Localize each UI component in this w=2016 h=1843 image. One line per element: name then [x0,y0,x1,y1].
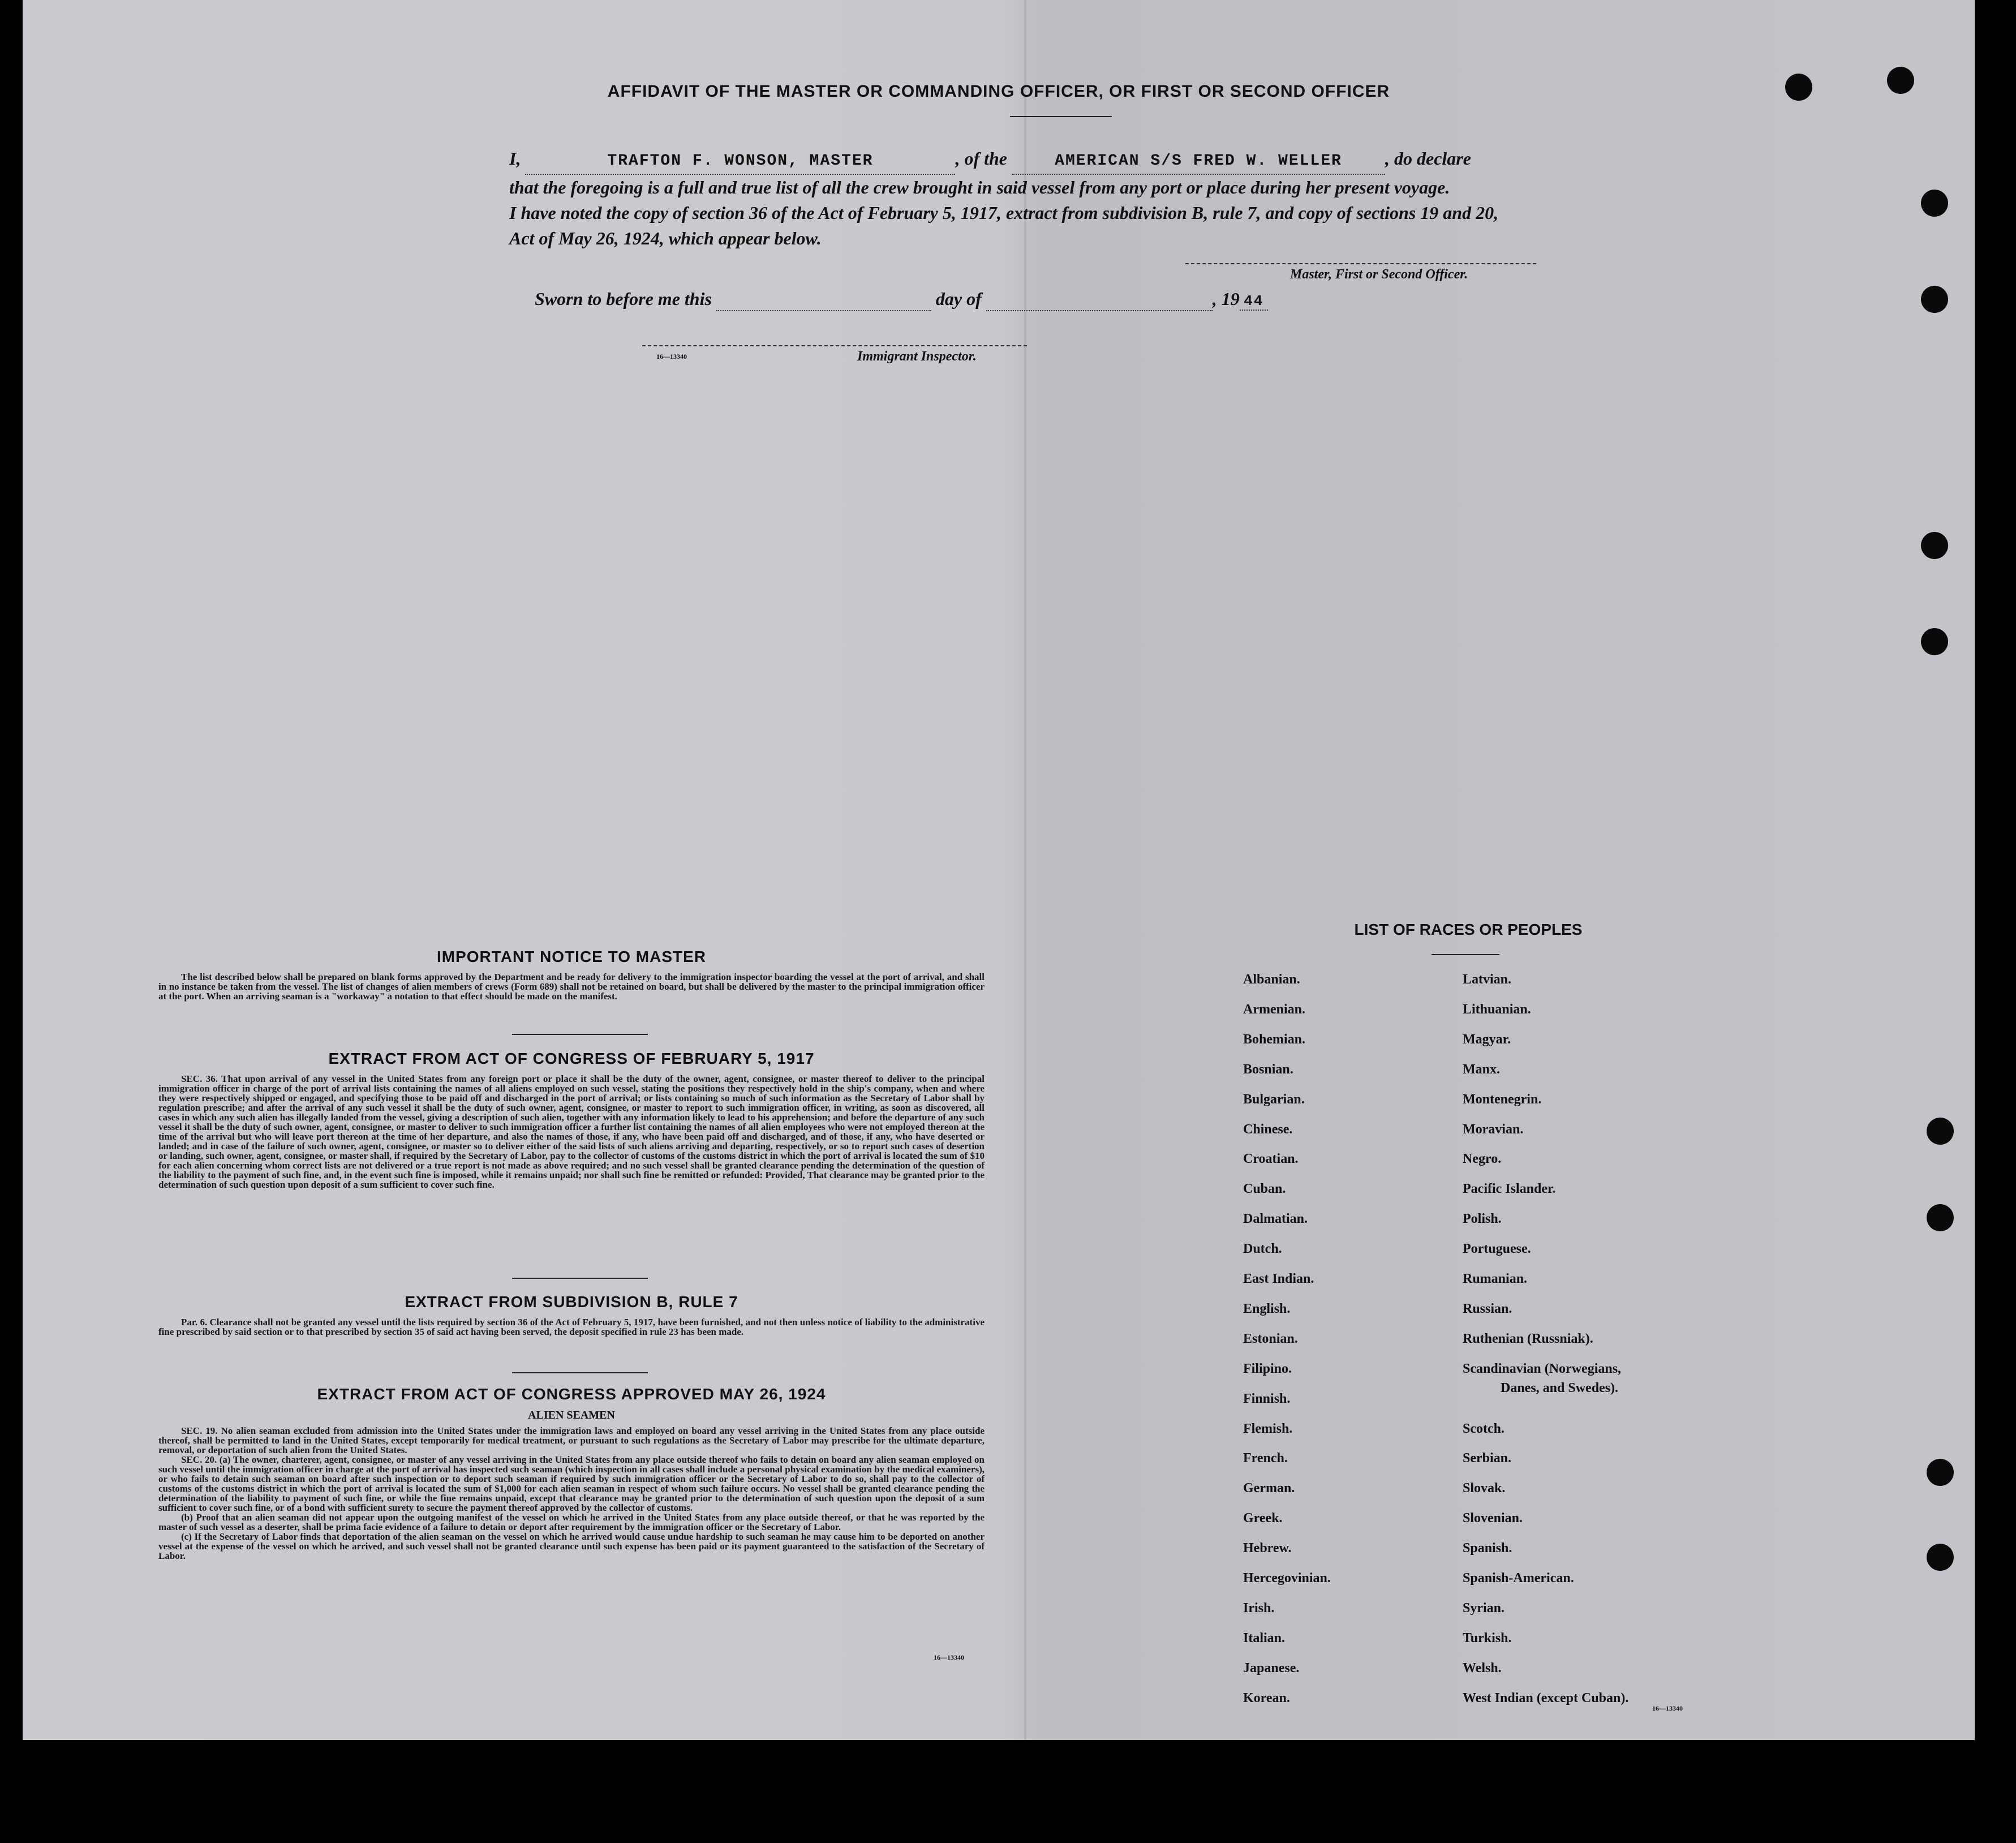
race-item: Finnish. [1243,1391,1291,1406]
race-item: Ruthenian (Russniak). [1463,1331,1593,1346]
race-item: Dalmatian. [1243,1212,1308,1227]
inspector-signature-line[interactable] [642,345,1027,346]
inspector-label: Immigrant Inspector. [857,349,977,364]
race-item: Moravian. [1463,1122,1524,1137]
rule7-title: EXTRACT FROM SUBDIVISION B, RULE 7 [405,1293,738,1311]
punch-hole [1927,1118,1954,1145]
race-item: Polish. [1463,1212,1502,1227]
race-item: Filipino. [1243,1361,1292,1376]
race-item: Hercegovinian. [1243,1571,1331,1586]
page-fold [1024,0,1026,1740]
race-item: Welsh. [1463,1660,1502,1676]
rule7-text: Par. 6. Clearance shall not be granted any vessel until the lists required by section 36 of the Act of February 5, 1917, have been furnished, and not then unless notice of liability to the administrative fine prescribed by said section or to that prescribed by section 35 of said act having been served, the deposit specified in rule 23 has been made. [158,1317,985,1337]
document-page [23,0,1975,1740]
punch-hole [1927,1204,1954,1231]
races-title: LIST OF RACES OR PEOPLES [1354,921,1583,938]
signature-line[interactable] [1185,263,1536,264]
race-item: Hebrew. [1243,1541,1292,1556]
punch-hole [1921,532,1948,559]
race-item: Syrian. [1463,1600,1505,1616]
race-item: Slovenian. [1463,1511,1523,1526]
race-item: Scandinavian (Norwegians, [1463,1361,1622,1376]
race-item: Japanese. [1243,1660,1300,1676]
race-item: Spanish. [1463,1541,1512,1556]
race-item: Magyar. [1463,1032,1511,1047]
affidavit-title: AFFIDAVIT OF THE MASTER OR COMMANDING OFFICER, OR FIRST OR SECOND OFFICER [607,82,1390,101]
race-item: Estonian. [1243,1331,1298,1346]
race-item: Dutch. [1243,1241,1282,1257]
day-of-label: day of [935,289,982,309]
rule7-rule [512,1372,648,1373]
race-item: Danes, and Swedes). [1501,1381,1619,1396]
sec-20b: (b) Proof that an alien seaman did not appear upon the outgoing manifest of the vessel on which he arrived in the United States from any place outside thereof, or that he was reported by the master of such vessel as a deserter, shall be prima facie evidence of a failure to detain or deport after requirement by the immigration officer or the Secretary of Labor. [158,1512,985,1532]
race-item: Pacific Islander. [1463,1182,1556,1197]
race-item: Portuguese. [1463,1241,1531,1257]
i-label: I, [509,148,521,169]
race-item: Lithuanian. [1463,1002,1531,1017]
year-prefix: , 19 [1212,289,1240,309]
races-code: 16—13340 [1652,1704,1683,1712]
declaration-line-4: Act of May 26, 1924, which appear below. [509,228,822,248]
race-item: Bulgarian. [1243,1092,1305,1107]
race-item: Rumanian. [1463,1271,1528,1286]
race-item: Scotch. [1463,1421,1505,1436]
race-item: East Indian. [1243,1271,1314,1286]
race-item: Armenian. [1243,1002,1305,1017]
declaration-text [509,146,1652,251]
race-item: Montenegrin. [1463,1092,1542,1107]
extract-code: 16—13340 [934,1653,964,1661]
signature-label: Master, First or Second Officer. [1290,267,1468,282]
sec-20a: SEC. 20. (a) The owner, charterer, agent, consignee, or master of any vessel arriving in the United States from any place outside thereof who fails to detain on board any alien seaman employed on such vessel until the immigration officer in charge at the port of arrival has inspected such seaman (which inspection in all cases shall include a personal physical examination by the medical examiners), or who fails to detain such seaman on board after such inspection or to deport such seaman if required by such immigration officer or the Secretary of Labor to do so, shall pay to the collector of customs of the customs district in which the port of arrival is located the sum of $1,000 for each alien seaman in respect of whom such failure occurs. No vessel shall be granted clearance pending the determination of the liability to payment of such fine, or while the fine remains unpaid, except that clearance may be granted prior to the determination of such question upon the deposit of a sum sufficient to cover such fine, or of a bond with sufficient surety to secure the payment thereof approved by the collector of customs. [158,1454,985,1513]
race-item: Korean. [1243,1690,1290,1705]
race-item: Italian. [1243,1630,1286,1646]
sworn-line [535,289,1268,311]
punch-hole [1927,1544,1954,1571]
race-item: German. [1243,1481,1295,1496]
declaration-line-3: I have noted the copy of section 36 of the Act of February 5, 1917, extract from subdivision B, rule 7, and copy of sections 19 and 20, [509,203,1499,223]
extract-1924-title: EXTRACT FROM ACT OF CONGRESS APPROVED MAY 26, 1924 [317,1385,826,1403]
race-item: English. [1243,1301,1291,1316]
of-the-label: , of the [955,148,1007,169]
declaration-line-2: that the foregoing is a full and true list of all the crew brought in said vessel from any port or place during her present voyage. [509,177,1450,197]
title-rule [1010,116,1112,117]
race-item: Irish. [1243,1600,1275,1616]
extract-1917-rule [512,1278,648,1279]
notice-text: The list described below shall be prepared on blank forms approved by the Department and be ready for delivery to the immigration inspector boarding the vessel at the port of arrival, and shall in no instance be taken from the vessel. The list of changes of alien members of crews (Form 689) shall not be retained on board, but shall be delivered by the master to the principal immigration officer at the port. When an arriving seaman is a "workaway" a notation to that effect should be made on the manifest. [158,972,985,1002]
master-name-field[interactable]: TRAFTON F. WONSON, MASTER [525,148,955,175]
race-item: Manx. [1463,1062,1500,1077]
sworn-day-field[interactable] [716,293,931,311]
race-item: Flemish. [1243,1421,1293,1436]
punch-hole [1921,286,1948,313]
race-item: Cuban. [1243,1182,1286,1197]
race-item: Bosnian. [1243,1062,1293,1077]
race-item: Bohemian. [1243,1032,1306,1047]
alien-seamen-subtitle: ALIEN SEAMEN [528,1409,615,1421]
race-item: Turkish. [1463,1630,1512,1646]
notice-title: IMPORTANT NOTICE TO MASTER [436,948,707,965]
extract-1924-text [158,1426,985,1561]
race-item: Greek. [1243,1511,1283,1526]
race-item: Albanian. [1243,972,1300,987]
race-item: Serbian. [1463,1451,1512,1466]
vessel-field[interactable]: AMERICAN S/S FRED W. WELLER [1012,148,1385,175]
race-item: Croatian. [1243,1152,1299,1167]
race-item: West Indian (except Cuban). [1463,1690,1629,1705]
punch-hole [1927,1459,1954,1486]
form-code: 16—13340 [656,353,687,360]
sworn-label: Sworn to before me this [535,289,712,309]
notice-rule [512,1034,648,1035]
extract-1917-text: SEC. 36. That upon arrival of any vessel in the United States from any foreign port or place it shall be the duty of the owner, agent, consignee, or master thereof to deliver to the principal immigration officer in charge of the port of arrival lists containing the names of all aliens employed on such vessel, stating the positions they respectively hold in the ship's company, when and where they were respectively shipped or engaged, and specifying those to be paid off and discharged in the port of arrival; or lists containing so much of such information as the Secretary of Labor shall by regulation prescribe; and after the arrival of any such vessel it shall be the duty of such owner, agent, consignee, or master to report to such immigration officer, in writing, as soon as discovered, all cases in which any such alien has illegally landed from the vessel, giving a description of such alien, together with any information likely to lead to his apprehension; and before the departure of any such vessel it shall be the duty of such owner, agent, consignee, or master to deliver to such immigration officer a further list containing the names of all alien employees who were not employed thereon at the time of the arrival but who will leave port thereon at the time of her departure, and also the names of those, if any, who have been paid off and discharged, and of those, if any, who have deserted or landed; and in case of the failure of such owner, agent, consignee, or master so to deliver either of the said lists of such aliens arriving and departing, respectively, or so to report such cases of desertion or landing, such owner, agent, consignee, or master shall, if required by the Secretary of Labor, pay to the collector of customs of the customs district in which the port of arrival is located the sum of $10 for each alien concerning whom correct lists are not delivered or a true report is not made as above required; and no such vessel shall be granted clearance pending the determination of the question of the liability to the payment of such fine, and, in the event such fine is imposed, while it remains unpaid; nor shall such fine be remitted or refunded: Provided, That clearance may be granted prior to the determination of such question upon deposit of a sum sufficient to cover such fine. [158,1073,985,1190]
sworn-month-field[interactable] [986,293,1213,311]
declaration-line-1 [509,146,1652,175]
race-item: French. [1243,1451,1288,1466]
race-item: Latvian. [1463,972,1512,987]
race-item: Negro. [1463,1152,1502,1167]
race-item: Russian. [1463,1301,1512,1316]
race-item: Slovak. [1463,1481,1506,1496]
race-item: Spanish-American. [1463,1571,1574,1586]
do-declare-label: , do declare [1385,148,1471,169]
race-item: Chinese. [1243,1122,1293,1137]
punch-hole [1921,190,1948,217]
sec-19: SEC. 19. No alien seaman excluded from admission into the United States under the immigration laws and employed on board any vessel arriving in the United States from any place outside thereof, shall be permitted to land in the United States, except temporarily for medical treatment, or pursuant to such regulations as the Secretary of Labor may prescribe for the ultimate departure, removal, or deportation of such alien from the United States. [158,1425,985,1455]
year-field[interactable]: 44 [1240,293,1268,311]
races-rule [1432,954,1499,955]
extract-1917-title: EXTRACT FROM ACT OF CONGRESS OF FEBRUARY 5, 1917 [328,1050,815,1067]
punch-hole [1921,628,1948,655]
sec-20c: (c) If the Secretary of Labor finds that deportation of the alien seaman on the vessel on which he arrived would cause undue hardship to such seaman he may cause him to be deported on another vessel at the expense of the vessel on which he arrived, and such vessel shall not be granted clearance until such expense has been paid or its payment guaranteed to the satisfaction of the Secretary of Labor. [158,1531,985,1561]
